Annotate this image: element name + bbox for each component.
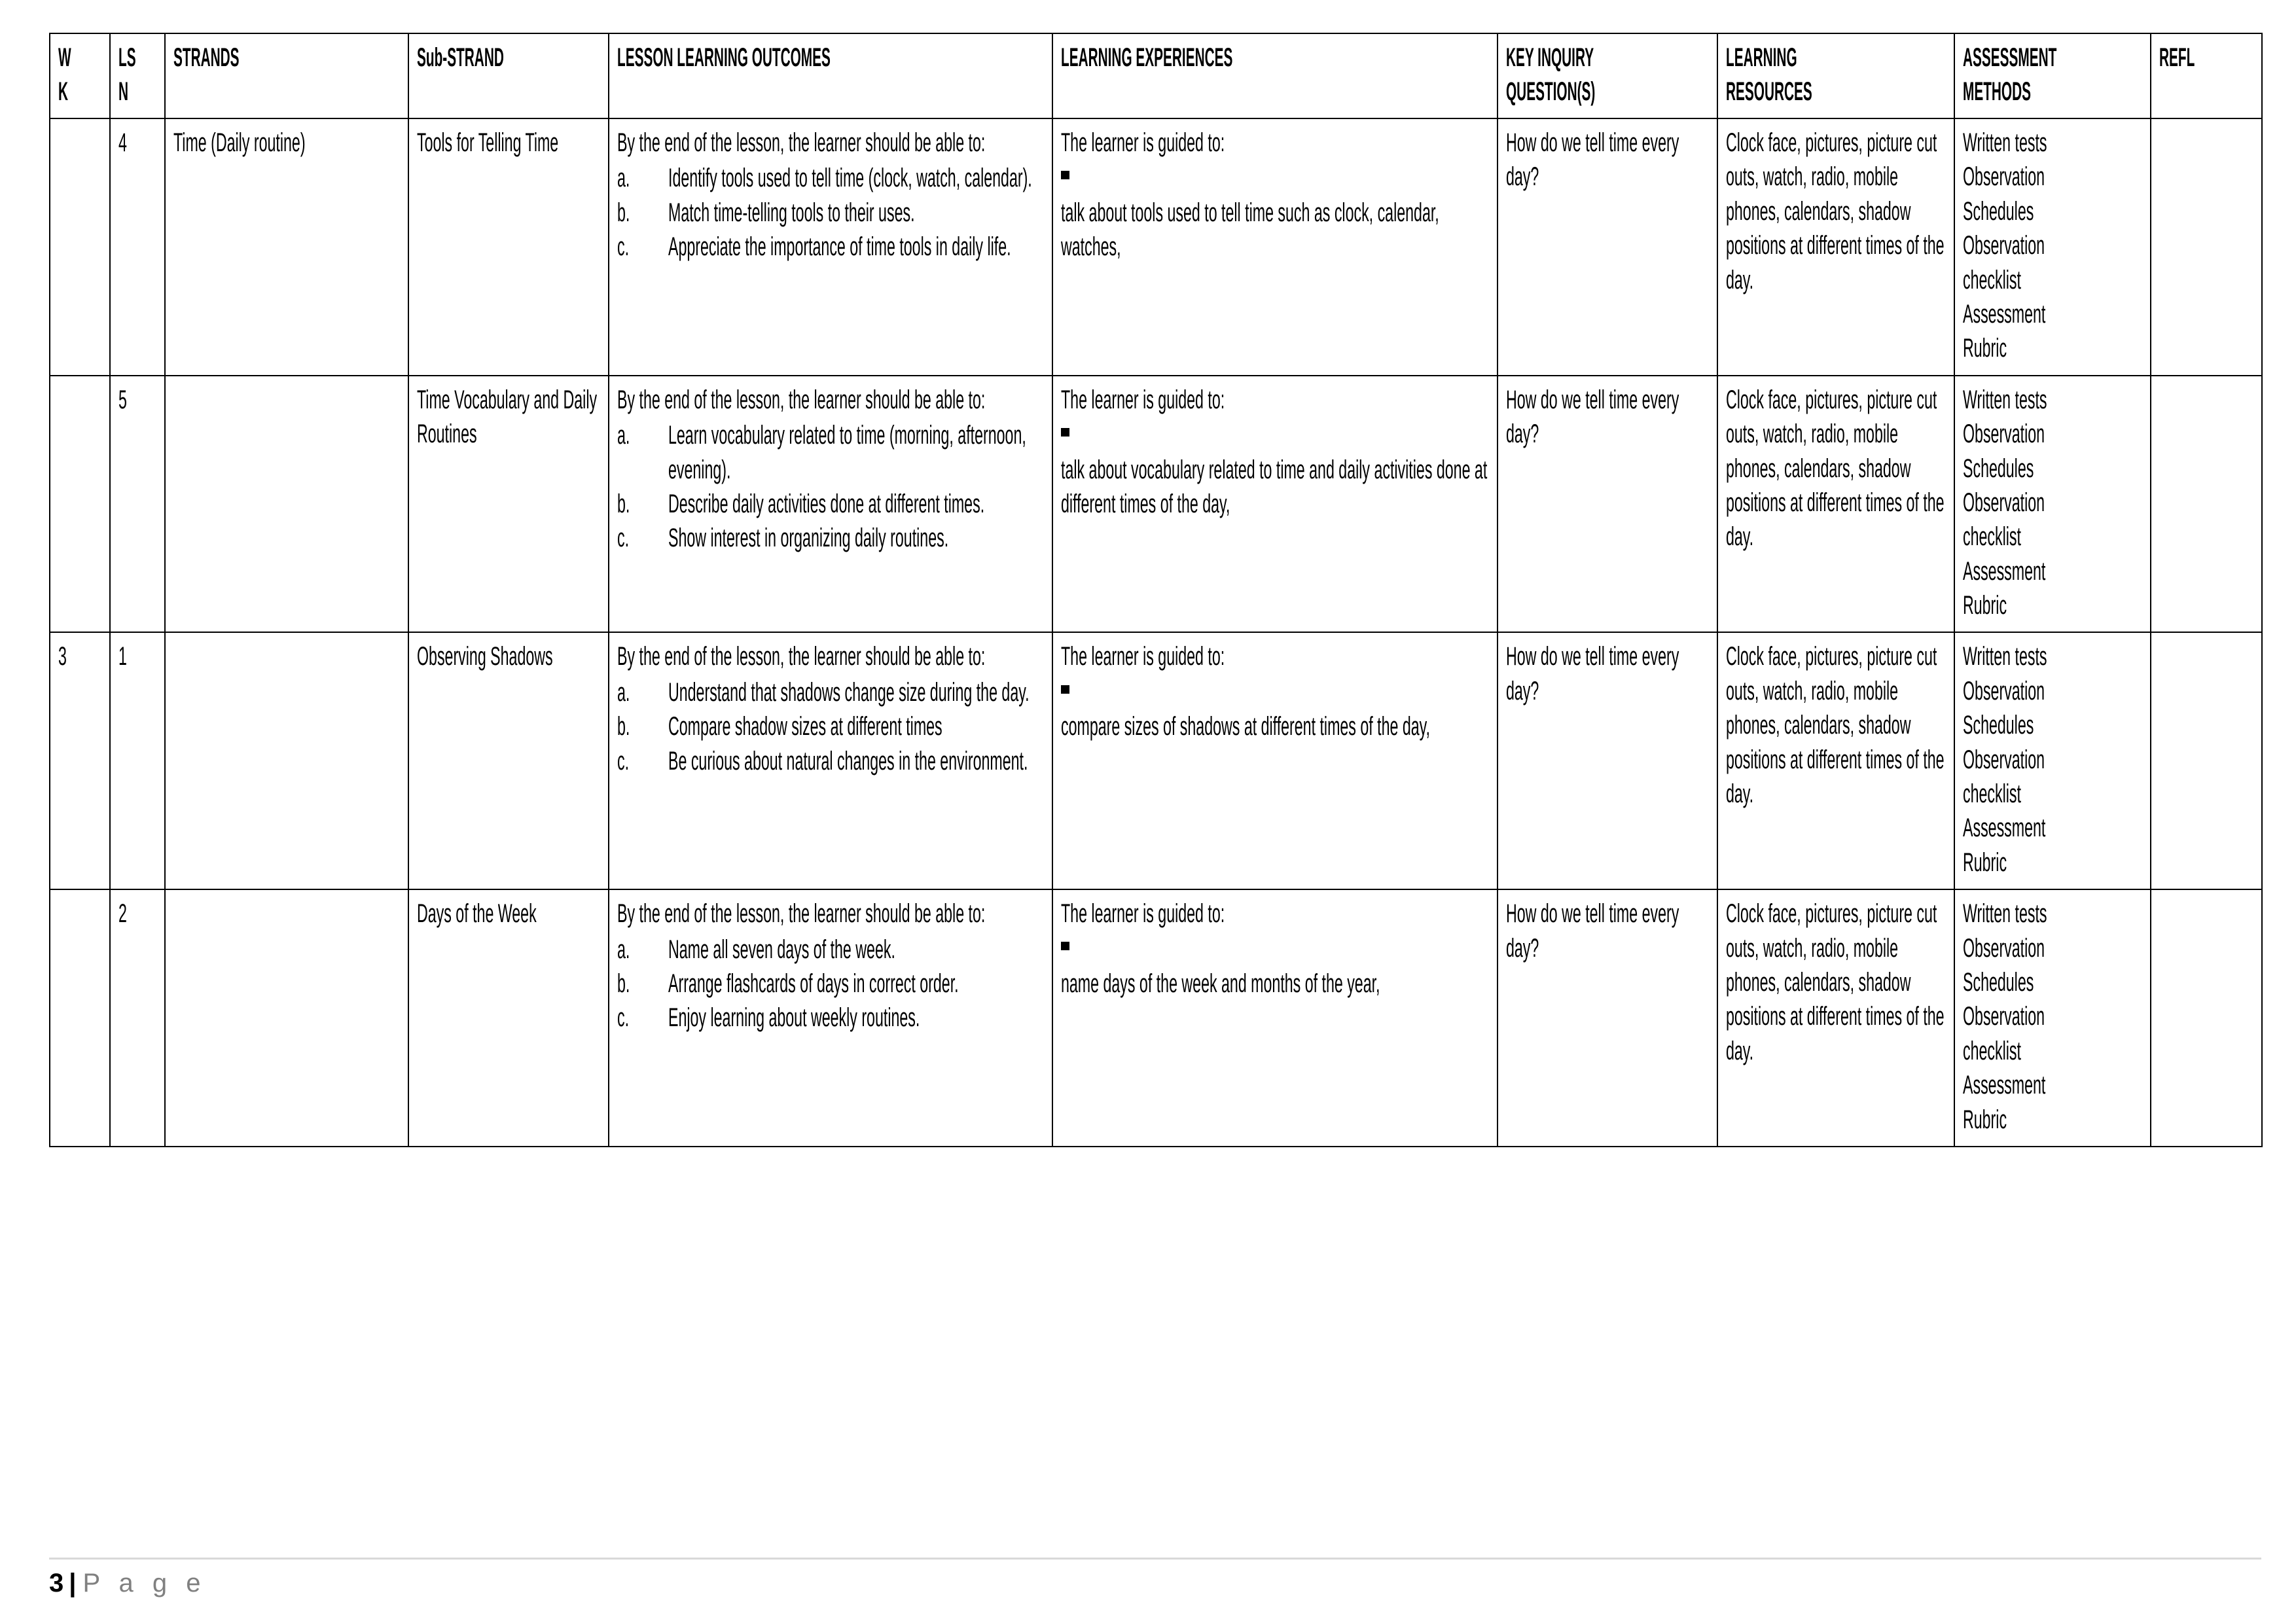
outcome-text bbox=[668, 161, 1044, 195]
cell-sub-strand bbox=[408, 889, 609, 1147]
lex-lead-text: The learner is guided to: bbox=[1061, 128, 1225, 157]
page-footer bbox=[49, 1558, 2261, 1596]
cell-learning-experiences bbox=[1052, 376, 1498, 633]
table-row bbox=[50, 376, 2262, 633]
cell-assessment-methods bbox=[1954, 632, 2151, 889]
square-bullet-icon bbox=[1061, 171, 1069, 179]
cell-strand bbox=[165, 632, 408, 889]
refl-label: REFL bbox=[2159, 43, 2195, 72]
outcome-marker-text: b. bbox=[617, 969, 630, 998]
lesson-number-value: 4 bbox=[118, 128, 127, 157]
assessment-method-value: Observation bbox=[1963, 162, 2045, 192]
cell-strand bbox=[165, 118, 408, 376]
amet-line2: METHODS bbox=[1963, 77, 2031, 106]
sub-strand-label: Sub-STRAND bbox=[417, 43, 504, 72]
outcome-text-value: Enjoy learning about weekly routines. bbox=[668, 1003, 920, 1033]
cell-learning-resources bbox=[1717, 889, 1954, 1147]
outcome-text bbox=[668, 709, 1044, 743]
table-body bbox=[50, 118, 2262, 1147]
outcome-text bbox=[668, 196, 1044, 230]
outcome-list bbox=[617, 418, 1044, 556]
column-header-key-inquiry-questions bbox=[1498, 33, 1717, 118]
cell-key-inquiry-question bbox=[1498, 889, 1717, 1147]
assessment-method-value: Rubric bbox=[1963, 1105, 2007, 1134]
outcome-text bbox=[668, 933, 1044, 967]
assessment-method-value: Observation bbox=[1963, 1002, 2045, 1031]
cell-learning-experiences bbox=[1052, 632, 1498, 889]
outcome-marker-text: c. bbox=[617, 746, 630, 776]
table-row bbox=[50, 889, 2262, 1147]
strand-value: Time (Daily routine) bbox=[173, 128, 306, 157]
cell-sub-strand bbox=[408, 632, 609, 889]
outcome-marker bbox=[617, 1001, 668, 1035]
wk-line1: W bbox=[58, 43, 71, 72]
assessment-method-line bbox=[1963, 194, 2142, 228]
assessment-method-value: Observation bbox=[1963, 933, 2045, 963]
square-bullet-icon bbox=[1061, 685, 1069, 694]
column-header-learning-resources bbox=[1717, 33, 1954, 118]
amet-line1: ASSESSMENT bbox=[1963, 43, 2057, 72]
outcome-marker-text: b. bbox=[617, 198, 630, 227]
cell-sub-strand bbox=[408, 376, 609, 633]
outcome-marker-text: b. bbox=[617, 489, 630, 518]
column-header-lesson-learning-outcomes bbox=[609, 33, 1052, 118]
outcome-text-value: Match time-telling tools to their uses. bbox=[668, 198, 915, 227]
assessment-method-line bbox=[1963, 1068, 2142, 1102]
assessment-method-value: Rubric bbox=[1963, 847, 2007, 877]
outcome-text-value: Understand that shadows change size during the day. bbox=[668, 677, 1030, 707]
assessment-method-line bbox=[1963, 417, 2142, 451]
outcome-item bbox=[617, 1001, 1044, 1035]
cell-strand bbox=[165, 889, 408, 1147]
cell-learning-resources bbox=[1717, 118, 1954, 376]
column-header-learning-experiences bbox=[1052, 33, 1498, 118]
llo-label: LESSON LEARNING OUTCOMES bbox=[617, 43, 831, 72]
lex-label: LEARNING EXPERIENCES bbox=[1061, 43, 1233, 72]
lesson-number-value: 5 bbox=[118, 385, 127, 414]
table-row bbox=[50, 118, 2262, 376]
assessment-method-value: Rubric bbox=[1963, 591, 2007, 620]
assessment-method-value: Written tests bbox=[1963, 899, 2047, 929]
lsn-line1: LS bbox=[118, 43, 136, 72]
assessment-method-value: Written tests bbox=[1963, 385, 2047, 414]
outcome-item bbox=[617, 418, 1044, 487]
column-header-assessment-methods bbox=[1954, 33, 2151, 118]
sub-strand-value: Observing Shadows bbox=[417, 642, 553, 671]
learning-resources-value: Clock face, pictures, picture cut outs, watch, radio, mobile phones, calendars, shadow positions at different times of the day. bbox=[1726, 128, 1945, 294]
footer-text bbox=[49, 1570, 2261, 1596]
cell-lesson-number bbox=[110, 889, 165, 1147]
assessment-method-line bbox=[1963, 452, 2142, 486]
assessment-method-value: Schedules bbox=[1963, 196, 2034, 226]
cell-sub-strand bbox=[408, 118, 609, 376]
outcome-marker bbox=[617, 230, 668, 264]
table-header bbox=[50, 33, 2262, 118]
lres-line1: LEARNING bbox=[1726, 43, 1797, 72]
assessment-method-value: Observation bbox=[1963, 488, 2045, 517]
assessment-method-line bbox=[1963, 126, 2142, 160]
outcome-text bbox=[668, 230, 1044, 264]
assessment-method-value: checklist bbox=[1963, 265, 2021, 294]
square-bullet-icon bbox=[1061, 942, 1069, 950]
assessment-method-line bbox=[1963, 999, 2142, 1033]
lesson-number-value: 2 bbox=[118, 899, 127, 929]
lres-line2: RESOURCES bbox=[1726, 77, 1812, 106]
outcome-marker bbox=[617, 675, 668, 709]
assessment-method-line bbox=[1963, 708, 2142, 742]
assessment-method-value: Written tests bbox=[1963, 128, 2047, 157]
assessment-method-value: Rubric bbox=[1963, 334, 2007, 363]
assessment-method-value: Observation bbox=[1963, 745, 2045, 774]
assessment-method-value: Observation bbox=[1963, 231, 2045, 260]
assessment-method-value: Observation bbox=[1963, 419, 2045, 449]
outcome-marker-text: a. bbox=[617, 677, 630, 707]
learning-experience-bullet bbox=[1061, 161, 1489, 264]
outcome-text bbox=[668, 487, 1044, 521]
assessment-method-line bbox=[1963, 965, 2142, 999]
assessment-method-value: Schedules bbox=[1963, 967, 2034, 997]
footer-divider bbox=[49, 1558, 2261, 1560]
footer-page-word: P a g e bbox=[82, 1569, 207, 1597]
assessment-method-line bbox=[1963, 297, 2142, 331]
outcome-marker bbox=[617, 744, 668, 778]
outcome-text bbox=[668, 418, 1044, 487]
assessment-method-line bbox=[1963, 160, 2142, 194]
learning-resources-value: Clock face, pictures, picture cut outs, watch, radio, mobile phones, calendars, shadow positions at different times of the day. bbox=[1726, 899, 1945, 1065]
cell-key-inquiry-question bbox=[1498, 632, 1717, 889]
assessment-method-value: checklist bbox=[1963, 1036, 2021, 1065]
outcome-text bbox=[668, 967, 1044, 1001]
cell-reflection bbox=[2151, 118, 2262, 376]
cell-key-inquiry-question bbox=[1498, 118, 1717, 376]
assessment-method-line bbox=[1963, 777, 2142, 811]
strands-label: STRANDS bbox=[173, 43, 240, 72]
assessment-method-value: Observation bbox=[1963, 676, 2045, 705]
outcome-item bbox=[617, 933, 1044, 967]
assessment-method-value: Assessment bbox=[1963, 813, 2046, 843]
outcome-marker-text: c. bbox=[617, 524, 630, 553]
llo-lead-text: By the end of the lesson, the learner should be able to: bbox=[617, 385, 986, 414]
assessment-method-value: checklist bbox=[1963, 522, 2021, 552]
key-inquiry-value: How do we tell time every day? bbox=[1506, 642, 1679, 705]
sub-strand-value: Days of the Week bbox=[417, 899, 537, 929]
llo-lead-text: By the end of the lesson, the learner should be able to: bbox=[617, 128, 986, 157]
assessment-method-line bbox=[1963, 331, 2142, 365]
assessment-method-value: checklist bbox=[1963, 779, 2021, 809]
outcome-item bbox=[617, 161, 1044, 195]
scheme-of-work-table bbox=[49, 33, 2263, 1147]
outcome-item bbox=[617, 196, 1044, 230]
sub-strand-value: Tools for Telling Time bbox=[417, 128, 559, 157]
assessment-method-line bbox=[1963, 486, 2142, 520]
sub-strand-value: Time Vocabulary and Daily Routines bbox=[417, 385, 598, 449]
cell-week bbox=[50, 632, 110, 889]
outcome-text bbox=[668, 675, 1044, 709]
outcome-text bbox=[668, 521, 1044, 555]
learning-experience-bullet bbox=[1061, 418, 1489, 521]
lsn-line2: N bbox=[118, 77, 129, 106]
outcome-item bbox=[617, 230, 1044, 264]
cell-week bbox=[50, 376, 110, 633]
cell-learning-experiences bbox=[1052, 889, 1498, 1147]
outcome-marker bbox=[617, 709, 668, 743]
outcome-text-value: Appreciate the importance of time tools in daily life. bbox=[668, 232, 1011, 262]
outcome-marker-text: c. bbox=[617, 1003, 630, 1033]
assessment-method-line bbox=[1963, 674, 2142, 708]
assessment-method-line bbox=[1963, 811, 2142, 845]
cell-reflection bbox=[2151, 632, 2262, 889]
assessment-method-value: Assessment bbox=[1963, 556, 2046, 586]
assessment-method-line bbox=[1963, 931, 2142, 965]
cell-key-inquiry-question bbox=[1498, 376, 1717, 633]
outcome-list bbox=[617, 675, 1044, 778]
cell-reflection bbox=[2151, 376, 2262, 633]
learning-experience-text: talk about tools used to tell time such as clock, calendar, watches, bbox=[1061, 198, 1439, 262]
assessment-method-value: Schedules bbox=[1963, 454, 2034, 483]
outcome-marker-text: c. bbox=[617, 232, 630, 262]
column-header-lesson-number bbox=[110, 33, 165, 118]
llo-lead-text: By the end of the lesson, the learner should be able to: bbox=[617, 642, 986, 671]
assessment-method-line bbox=[1963, 1034, 2142, 1068]
column-header-strands bbox=[165, 33, 408, 118]
outcome-item bbox=[617, 967, 1044, 1001]
cell-week bbox=[50, 889, 110, 1147]
assessment-method-line bbox=[1963, 520, 2142, 554]
outcome-marker bbox=[617, 487, 668, 521]
lex-lead-text: The learner is guided to: bbox=[1061, 385, 1225, 414]
outcome-marker-text: a. bbox=[617, 421, 630, 450]
assessment-method-line bbox=[1963, 639, 2142, 673]
outcome-marker-text: a. bbox=[617, 164, 630, 193]
outcome-text bbox=[668, 744, 1044, 778]
cell-lesson-number bbox=[110, 632, 165, 889]
outcome-text-value: Learn vocabulary related to time (morning, afternoon, evening). bbox=[668, 421, 1026, 484]
assessment-method-line bbox=[1963, 588, 2142, 622]
column-header-week bbox=[50, 33, 110, 118]
outcome-item bbox=[617, 675, 1044, 709]
column-header-reflection bbox=[2151, 33, 2262, 118]
assessment-method-value: Written tests bbox=[1963, 642, 2047, 671]
assessment-method-line bbox=[1963, 554, 2142, 588]
outcome-marker-text: a. bbox=[617, 935, 630, 964]
header-row bbox=[50, 33, 2262, 118]
assessment-method-value: Assessment bbox=[1963, 1071, 2046, 1100]
cell-lesson-learning-outcomes bbox=[609, 632, 1052, 889]
assessment-method-line bbox=[1963, 228, 2142, 262]
learning-experience-bullet bbox=[1061, 675, 1489, 744]
outcome-text-value: Arrange flashcards of days in correct order. bbox=[668, 969, 959, 998]
cell-assessment-methods bbox=[1954, 118, 2151, 376]
outcome-text-value: Name all seven days of the week. bbox=[668, 935, 895, 964]
kiq-line2: QUESTION(S) bbox=[1506, 77, 1596, 106]
assessment-method-line bbox=[1963, 846, 2142, 880]
assessment-method-line bbox=[1963, 743, 2142, 777]
outcome-item bbox=[617, 521, 1044, 555]
cell-strand bbox=[165, 376, 408, 633]
llo-lead-text: By the end of the lesson, the learner should be able to: bbox=[617, 899, 986, 929]
assessment-method-value: Assessment bbox=[1963, 299, 2046, 329]
learning-experience-text: talk about vocabulary related to time and daily activities done at different times of the day, bbox=[1061, 455, 1488, 518]
outcome-item bbox=[617, 744, 1044, 778]
cell-learning-experiences bbox=[1052, 118, 1498, 376]
cell-lesson-learning-outcomes bbox=[609, 376, 1052, 633]
wk-line2: K bbox=[58, 77, 69, 106]
outcome-text-value: Describe daily activities done at different times. bbox=[668, 489, 985, 518]
assessment-method-line bbox=[1963, 897, 2142, 931]
outcome-list bbox=[617, 933, 1044, 1035]
outcome-marker bbox=[617, 196, 668, 230]
lex-lead-text: The learner is guided to: bbox=[1061, 899, 1225, 929]
outcome-marker bbox=[617, 933, 668, 967]
learning-resources-value: Clock face, pictures, picture cut outs, watch, radio, mobile phones, calendars, shadow positions at different times of the day. bbox=[1726, 385, 1945, 552]
outcome-marker bbox=[617, 418, 668, 487]
assessment-method-value: Schedules bbox=[1963, 711, 2034, 740]
column-header-sub-strand bbox=[408, 33, 609, 118]
square-bullet-icon bbox=[1061, 428, 1069, 437]
outcome-marker bbox=[617, 967, 668, 1001]
learning-experience-bullet bbox=[1061, 933, 1489, 1001]
outcome-text-value: Compare shadow sizes at different times bbox=[668, 712, 942, 741]
key-inquiry-value: How do we tell time every day? bbox=[1506, 128, 1679, 192]
learning-experience-text: name days of the week and months of the year, bbox=[1061, 969, 1380, 998]
cell-lesson-learning-outcomes bbox=[609, 118, 1052, 376]
key-inquiry-value: How do we tell time every day? bbox=[1506, 899, 1679, 963]
cell-learning-resources bbox=[1717, 376, 1954, 633]
outcome-marker bbox=[617, 521, 668, 555]
outcome-text-value: Show interest in organizing daily routines. bbox=[668, 524, 949, 553]
assessment-method-line bbox=[1963, 383, 2142, 417]
key-inquiry-value: How do we tell time every day? bbox=[1506, 385, 1679, 449]
table-row bbox=[50, 632, 2262, 889]
outcome-item bbox=[617, 709, 1044, 743]
kiq-line1: KEY INQUIRY bbox=[1506, 43, 1594, 72]
outcome-list bbox=[617, 161, 1044, 264]
outcome-item bbox=[617, 487, 1044, 521]
cell-week bbox=[50, 118, 110, 376]
cell-lesson-learning-outcomes bbox=[609, 889, 1052, 1147]
lesson-number-value: 1 bbox=[118, 642, 127, 671]
outcome-text-value: Be curious about natural changes in the environment. bbox=[668, 746, 1028, 776]
assessment-method-line bbox=[1963, 1103, 2142, 1137]
cell-assessment-methods bbox=[1954, 376, 2151, 633]
cell-lesson-number bbox=[110, 376, 165, 633]
footer-page-number: 3 bbox=[49, 1569, 64, 1597]
cell-assessment-methods bbox=[1954, 889, 2151, 1147]
cell-reflection bbox=[2151, 889, 2262, 1147]
learning-experience-text: compare sizes of shadows at different times of the day, bbox=[1061, 712, 1430, 741]
cell-lesson-number bbox=[110, 118, 165, 376]
footer-separator: | bbox=[69, 1569, 77, 1597]
week-value: 3 bbox=[58, 642, 67, 671]
outcome-marker bbox=[617, 161, 668, 195]
outcome-text bbox=[668, 1001, 1044, 1035]
outcome-marker-text: b. bbox=[617, 712, 630, 741]
lex-lead-text: The learner is guided to: bbox=[1061, 642, 1225, 671]
learning-resources-value: Clock face, pictures, picture cut outs, watch, radio, mobile phones, calendars, shadow positions at different times of the day. bbox=[1726, 642, 1945, 809]
outcome-text-value: Identify tools used to tell time (clock, watch, calendar). bbox=[668, 164, 1032, 193]
assessment-method-line bbox=[1963, 263, 2142, 297]
cell-learning-resources bbox=[1717, 632, 1954, 889]
